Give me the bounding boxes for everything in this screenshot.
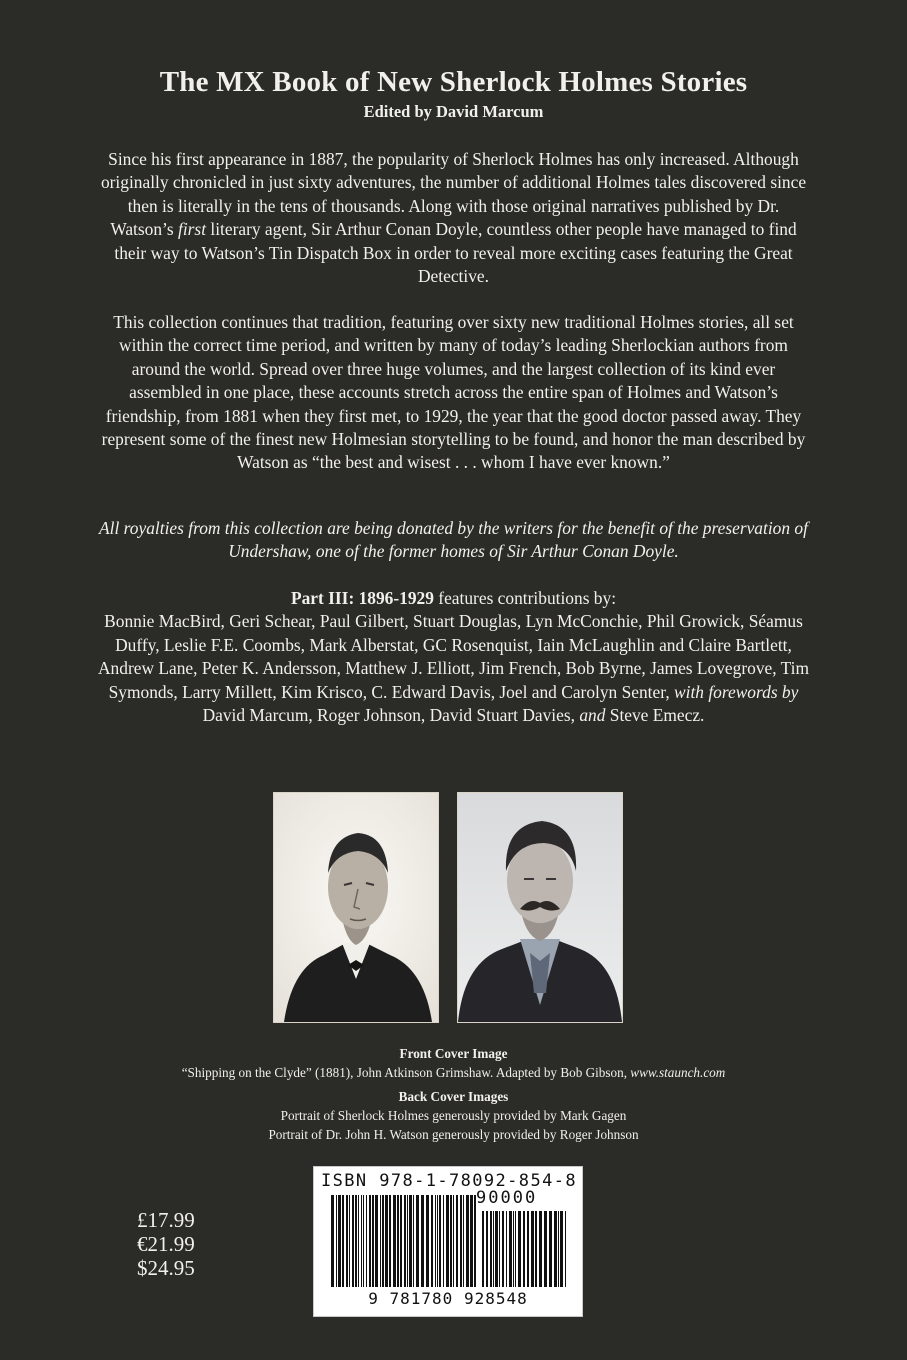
barcode-stripe — [446, 1195, 449, 1287]
barcode-stripe — [453, 1195, 454, 1287]
barcode-stripe — [493, 1211, 494, 1287]
barcode-stripe — [409, 1195, 412, 1287]
barcode-stripe — [509, 1211, 512, 1287]
barcode-stripe — [506, 1211, 507, 1287]
contributors-paragraph — [95, 587, 812, 727]
barcode-stripe — [482, 1211, 484, 1287]
barcode-stripe — [361, 1195, 362, 1287]
barcode-stripe — [375, 1195, 378, 1287]
barcode-stripe — [560, 1211, 563, 1287]
barcode-stripe — [431, 1195, 433, 1287]
and-word: and — [579, 705, 606, 726]
barcode-stripe — [439, 1195, 441, 1287]
barcode-stripe — [393, 1195, 396, 1287]
barcode-stripe — [486, 1211, 488, 1287]
editor-credit: Edited by David Marcum — [363, 102, 544, 121]
barcode-stripe — [460, 1195, 462, 1287]
barcode-addon-bars — [482, 1211, 566, 1289]
barcode-price-code: 90000 — [476, 1188, 538, 1208]
barcode-stripe — [554, 1211, 557, 1287]
holmes-portrait-illustration — [274, 793, 438, 1022]
holmes-portrait-credit: Portrait of Sherlock Holmes generously provided by Mark Gagen — [280, 1108, 627, 1123]
last-foreword-name: Steve Emecz. — [605, 705, 705, 726]
barcode-stripe — [539, 1211, 542, 1287]
watson-portrait-illustration — [458, 793, 622, 1022]
intro-text-2: literary agent, Sir Arthur Conan Doyle, countless other people have managed to find their way to Watson’s Tin Dispatch Box in order to reveal more exciting cases featuring the Great Detective. — [114, 219, 797, 287]
barcode-stripe — [456, 1195, 458, 1287]
barcode-stripe — [535, 1211, 537, 1287]
barcode-stripe — [470, 1195, 473, 1287]
barcode-digits: 9 781780 928548 — [368, 1289, 528, 1308]
back-cover-credit — [0, 1087, 907, 1144]
intro-text-1: Since his first appearance in 1887, the popularity of Sherlock Holmes has only increased. Although originally chronicled in just sixty adventures, the number of additional Holmes tales discovered since then is literally in the tens of thousands. Along with those original narratives published by Dr. Watson’s — [100, 149, 807, 240]
front-cover-line — [0, 1063, 907, 1082]
barcode-stripe — [421, 1195, 424, 1287]
barcode-stripe — [346, 1195, 348, 1287]
barcode-stripe — [474, 1195, 476, 1287]
price-eur: €21.99 — [137, 1232, 195, 1256]
barcode-stripe — [549, 1211, 552, 1287]
barcode-stripe — [407, 1195, 408, 1287]
barcode-stripe — [349, 1195, 350, 1287]
barcode-stripe — [369, 1195, 371, 1287]
part-label-rest: features contributions by: — [433, 588, 617, 608]
front-cover-text: “Shipping on the Clyde” (1881), John Atkinson Grimshaw. Adapted by Bob Gibson, — [181, 1065, 631, 1080]
barcode-stripe — [416, 1195, 419, 1287]
barcode-stripe — [495, 1211, 498, 1287]
barcode-stripe — [502, 1211, 504, 1287]
barcode-stripe — [558, 1211, 559, 1287]
watson-portrait — [457, 792, 623, 1023]
barcode-stripe — [358, 1195, 359, 1287]
barcode-stripe — [397, 1195, 399, 1287]
barcode-stripe — [385, 1195, 388, 1287]
holmes-portrait — [273, 792, 439, 1023]
front-cover-heading: Front Cover Image — [399, 1046, 508, 1061]
forewords-names: David Marcum, Roger Johnson, David Stuart Davies, — [202, 705, 580, 726]
back-cover-heading: Back Cover Images — [398, 1089, 509, 1104]
barcode-stripe — [515, 1211, 516, 1287]
barcode-stripe — [527, 1211, 529, 1287]
price-gbp: £17.99 — [137, 1208, 195, 1232]
barcode-stripe — [490, 1211, 492, 1287]
barcode-stripe — [443, 1195, 444, 1287]
part-label: Part III: 1896-1929 — [290, 588, 434, 608]
barcode-stripe — [355, 1195, 357, 1287]
intro-paragraph — [95, 148, 812, 288]
barcode-stripe — [565, 1211, 566, 1287]
barcode-stripe — [338, 1195, 341, 1287]
barcode-stripe — [380, 1195, 381, 1287]
barcode-stripe — [372, 1195, 374, 1287]
barcode-stripe — [363, 1195, 364, 1287]
barcode-stripe — [366, 1195, 367, 1287]
barcode-stripe — [513, 1211, 514, 1287]
forewords-label: with forewords by — [674, 681, 799, 702]
contributor-names: Bonnie MacBird, Geri Schear, Paul Gilbert, Stuart Douglas, Lyn McConchie, Phil Growick, Séamus Duffy, Leslie F.E. Coombs, Mark Alberstat, GC Rosenquist, Iain McLaughlin and Claire Bartlett, Andrew Lane, Peter K. Andersson, Matthew J. Elliott, Jim French, Bob Byrne, James Lovegrove, Tim Symonds, Larry Millett, Kim Krisco, C. Edward Davis, Joel and Carolyn Senter, — [98, 611, 809, 702]
barcode-bars — [331, 1195, 477, 1289]
barcode-stripe — [331, 1195, 334, 1287]
isbn-label: ISBN 978-1-78092-854-8 — [321, 1171, 577, 1191]
front-cover-site: www.staunch.com — [630, 1065, 726, 1080]
barcode-stripe — [499, 1211, 500, 1287]
barcode-stripe — [389, 1195, 391, 1287]
barcode-stripe — [450, 1195, 452, 1287]
barcode-stripe — [437, 1195, 438, 1287]
collection-paragraph: This collection continues that tradition, featuring over sixty new traditional Holmes stories, all set within the correct time period, and written by many of today’s leading Sherlockian authors from around the world. Spread over three huge volumes, and the largest collection of its kind ever assembled in one place, these accounts stretch across the entire span of Holmes and Watson’s friendship, from 1881 when they first met, to 1929, the year that the good doctor passed away. They represent some of the finest new Holmesian storytelling to be found, and honor the man described by Watson as “the best and wisest . . . whom I have ever known.” — [101, 312, 806, 473]
barcode-stripe — [400, 1195, 402, 1287]
barcode-stripe — [523, 1211, 525, 1287]
watson-portrait-credit: Portrait of Dr. John H. Watson generously provided by Roger Johnson — [268, 1127, 639, 1142]
barcode-stripe — [466, 1195, 469, 1287]
barcode-stripe — [342, 1195, 344, 1287]
royalties-paragraph: All royalties from this collection are being donated by the writers for the benefit of the preservation of Undershaw, one of the former homes of Sir Arthur Conan Doyle. — [99, 518, 808, 562]
barcode-stripe — [463, 1195, 464, 1287]
book-title: The MX Book of New Sherlock Holmes Stories — [159, 66, 748, 98]
barcode-stripe — [544, 1211, 547, 1287]
barcode-stripe — [352, 1195, 354, 1287]
barcode-stripe — [382, 1195, 384, 1287]
barcode-stripe — [336, 1195, 337, 1287]
price-list — [137, 1208, 195, 1280]
barcode-stripe — [426, 1195, 429, 1287]
price-usd: $24.95 — [137, 1256, 195, 1280]
barcode-stripe — [435, 1195, 436, 1287]
front-cover-credit — [0, 1044, 907, 1082]
barcode-stripe — [518, 1211, 521, 1287]
intro-italic-word: first — [178, 219, 207, 240]
barcode-stripe — [404, 1195, 406, 1287]
barcode-stripe — [413, 1195, 414, 1287]
barcode-stripe — [531, 1211, 534, 1287]
